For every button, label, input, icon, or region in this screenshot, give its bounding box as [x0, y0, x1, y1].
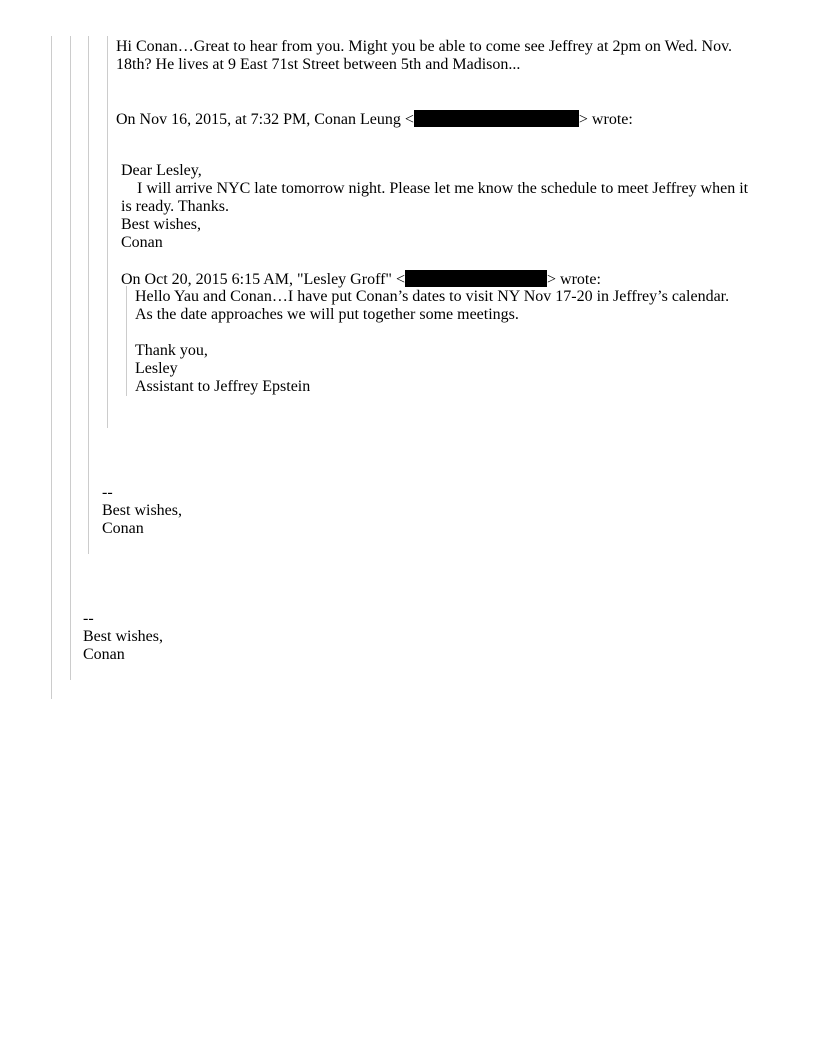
conan-line-1: I will arrive NYC late tomorrow night. Please let me know the schedule to meet Jeffrey when it [121, 180, 749, 197]
signature-name: Conan [102, 520, 144, 537]
signature-name: Conan [83, 646, 125, 663]
attribution-oct20-after: > wrote: [546, 271, 601, 288]
conan-line-2: is ready. Thanks. [121, 198, 229, 215]
signature-dashes: -- [83, 610, 94, 627]
redacted-email-block [405, 270, 547, 287]
quote-bar-level-3 [88, 36, 89, 554]
attribution-nov16 [116, 110, 633, 129]
lesley-name: Lesley [135, 360, 178, 377]
signature-dashes: -- [102, 484, 113, 501]
lesley-line-2: As the date approaches we will put together some meetings. [135, 306, 519, 323]
attribution-oct20 [121, 270, 601, 289]
quote-bar-level-4 [107, 36, 108, 428]
reply-line-1: Hi Conan…Great to hear from you. Might you be able to come see Jeffrey at 2pm on Wed. Nov. [116, 38, 733, 55]
conan-greeting: Dear Lesley, [121, 162, 202, 179]
lesley-thanks: Thank you, [135, 342, 208, 359]
lesley-line-1: Hello Yau and Conan…I have put Conan’s dates to visit NY Nov 17-20 in Jeffrey’s calendar. [135, 288, 730, 305]
quote-bar-level-1 [51, 36, 52, 699]
signature-signoff: Best wishes, [83, 628, 163, 645]
attribution-nov16-after: > wrote: [578, 111, 633, 128]
signature-signoff: Best wishes, [102, 502, 182, 519]
conan-name: Conan [121, 234, 163, 251]
attribution-nov16-before: On Nov 16, 2015, at 7:32 PM, Conan Leung < [116, 111, 414, 128]
quote-bar-level-2 [70, 36, 71, 680]
lesley-title: Assistant to Jeffrey Epstein [135, 378, 311, 395]
conan-signoff: Best wishes, [121, 216, 201, 233]
reply-line-2: 18th? He lives at 9 East 71st Street between 5th and Madison... [116, 56, 521, 73]
quote-bar-level-5 [126, 286, 127, 396]
redacted-email-block [414, 110, 579, 127]
attribution-oct20-before: On Oct 20, 2015 6:15 AM, "Lesley Groff" < [121, 271, 405, 288]
